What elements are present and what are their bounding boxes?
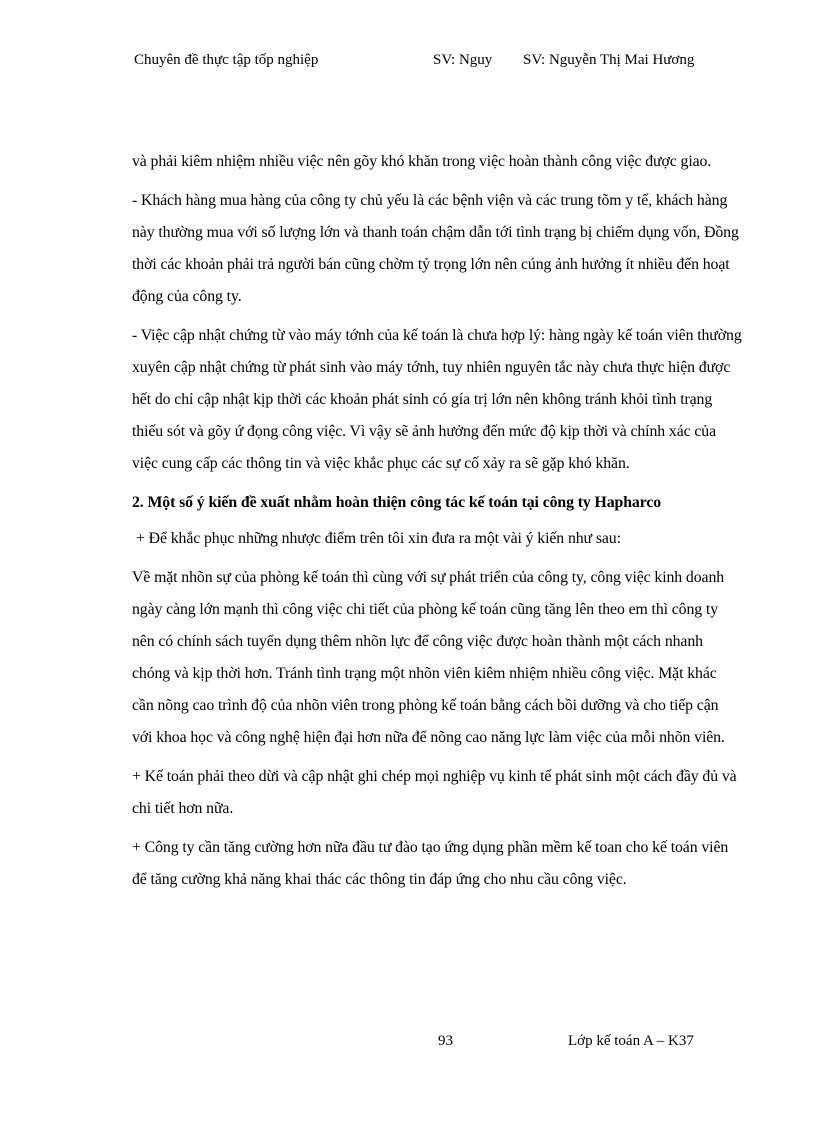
page-header [0,52,816,74]
section-heading: 2. Một số ý kiến đề xuất nhằm hoàn thiện công tác kế toán tại công ty Hapharco [132,494,662,511]
suggestion-personnel: Về mặt nhõn sự của phòng kế toán thì cùng với sự phát triển của công ty, công việc kinh doanh ngày càng lớn mạnh thì công việc chi tiết của phòng kế toán cũng tăng lên theo em thì công ty nên có chính sách tuyển dụng thêm nhõn lực để công việc được hoàn thành một cách nhanh chóng và kịp thời hơn. Tránh tình trạng một nhõn viên kiêm nhiệm nhiều công việc. Mặt khác cần nõng cao trình độ của nhõn viên trong phòng kế toán bằng cách bồi dưỡng và cho tiếp cận với khoa học và công nghệ hiện đại hơn nữa để nõng cao năng lực làm việc của mỗi nhõn viên. [132,569,725,746]
footer-class-label: Lớp kế toán A – K37 [568,1033,694,1049]
suggestion-software: + Công ty cần tăng cường hơn nữa đầu tư đào tạo ứng dụng phần mềm kế toan cho kế toán viên để tăng cường khả năng khai thác các thông tin đáp ứng cho nhu cầu công việc. [132,839,729,888]
header-document-title: Chuyên đề thực tập tốp nghiệp [134,52,319,68]
intro-line: + Để khắc phục những nhược điểm trên tôi xin đưa ra một vài ý kiến như sau: [136,530,621,547]
paragraph-continuation: và phải kiêm nhiệm nhiều việc nên gõy khó khăn trong việc hoàn thành công việc được giao. [132,153,712,170]
header-student-name: SV: Nguyễn Thị Mai Hương [523,52,695,68]
document-body [132,146,742,903]
suggestion-tracking: + Kế toán phải theo dừi và cập nhật ghi chép mọi nghiệp vụ kinh tế phát sinh một cách đầy đủ và chi tiết hơn nữa. [132,768,737,817]
header-student-fragment: SV: Nguy [433,52,493,68]
header-divider [118,83,722,84]
paragraph-document-update: - Việc cập nhật chứng từ vào máy tớnh của kế toán là chưa hợp lý: hàng ngày kế toán viên thường xuyên cập nhật chứng từ phát sinh vào máy tớnh, tuy nhiên nguyên tắc này chưa thực hiện được hết do chỉ cập nhật kịp thời các khoản phát sinh có gía trị lớn nên không tránh khỏi tình trạng thiếu sót và gõy ứ đọng công việc. Vì vậy sẽ ảnh hưởng đến mức độ kịp thời và chính xác của việc cung cấp các thông tin và việc khắc phục các sự cố xảy ra sẽ gặp khó khăn. [132,327,742,472]
page-number: 93 [438,1033,453,1049]
page-footer [0,1033,816,1055]
paragraph-customers: - Khách hàng mua hàng của công ty chủ yếu là các bệnh viện và các trung tõm y tế, khách hàng này thường mua với số lượng lớn và thanh toán chậm dẫn tới tình trạng bị chiếm dụng vốn, Đồng thời các khoản phải trả người bán cũng chờm tỷ trọng lớn nên cúng ảnh hưởng ít nhiều đến hoạt động của công ty. [132,192,739,305]
